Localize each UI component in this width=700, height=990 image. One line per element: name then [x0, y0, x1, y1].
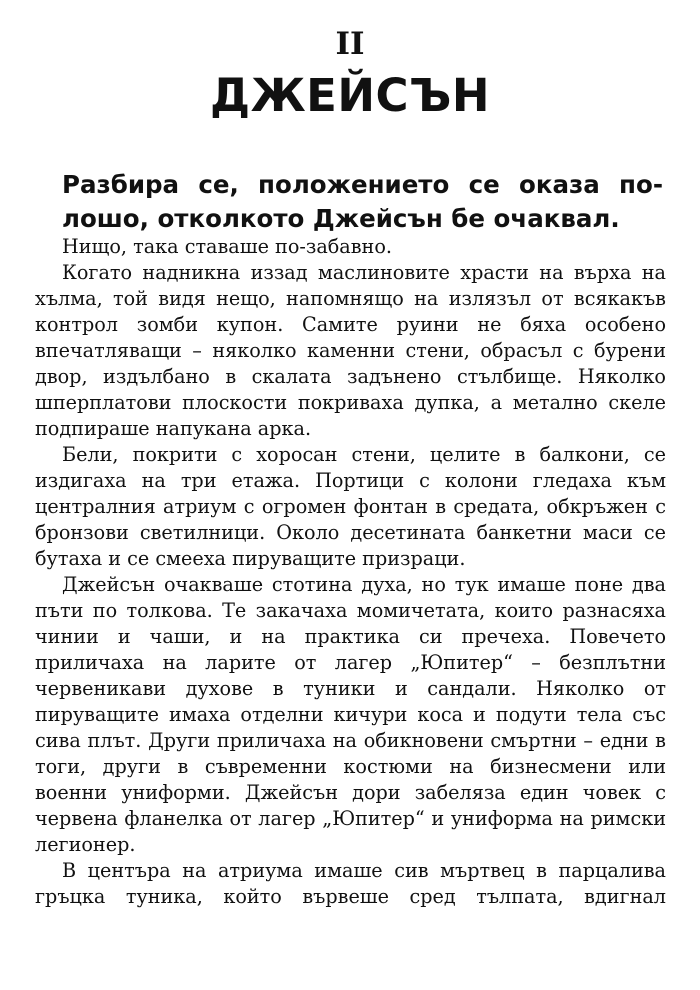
chapter-title: ДЖЕЙСЪН: [209, 69, 491, 122]
chapter-number: II: [335, 26, 365, 62]
paragraph: В центъра на атриума имаше сив мъртвец в парцалива гръцка туника, който вървеше сред тълпата, вдигнал: [35, 859, 666, 908]
paragraph: Нищо, така ставаше по-забавно.: [62, 235, 392, 258]
paragraph: Бели, покрити с хоросан стени, целите в балкони, се издигаха на три етажа. Портици с колони гледаха към централния атриум с огромен фонтан в средата, обкръжен с бронзови светилници. Около десетината банкетни маси се бутаха и се смееха пируващите призраци.: [35, 443, 666, 570]
lead-paragraph: Разбира се, положението се оказа по-лошо, отколкото Джейсън бе очаквал.: [62, 170, 663, 233]
paragraph: Когато надникна иззад маслиновите храсти на върха на хълма, той видя нещо, напомнящо на излязъл от всякакъв контрол зомби купон. Самите руини не бяха особено впечатляващи – няколко каменни стени, обрасъл с бурени двор, издълбано в скалата задънено стълбище. Няколко шперплатови плоскости покриваха дупка, а метално скеле подпираше напукана арка.: [35, 261, 666, 440]
paragraph: Джейсън очакваше стотина духа, но тук имаше поне два пъти по толкова. Те закачаха момичетата, които разнасяха чинии и чаши, и на практика си пречеха. Повечето приличаха на ларите от лагер „Юпитер“ – безплътни червеникави духове в туники и сандали. Няколко от пируващите имаха отделни кичури коса и подути тела със сива плът. Други приличаха на обикновени смъртни – едни в тоги, други в съвременни костюми на бизнесмени или военни униформи. Джейсън дори забеляза един човек с червена фланелка от лагер „Юпитер“ и униформа на римски легионер.: [35, 573, 666, 856]
body-text: [35, 234, 666, 910]
